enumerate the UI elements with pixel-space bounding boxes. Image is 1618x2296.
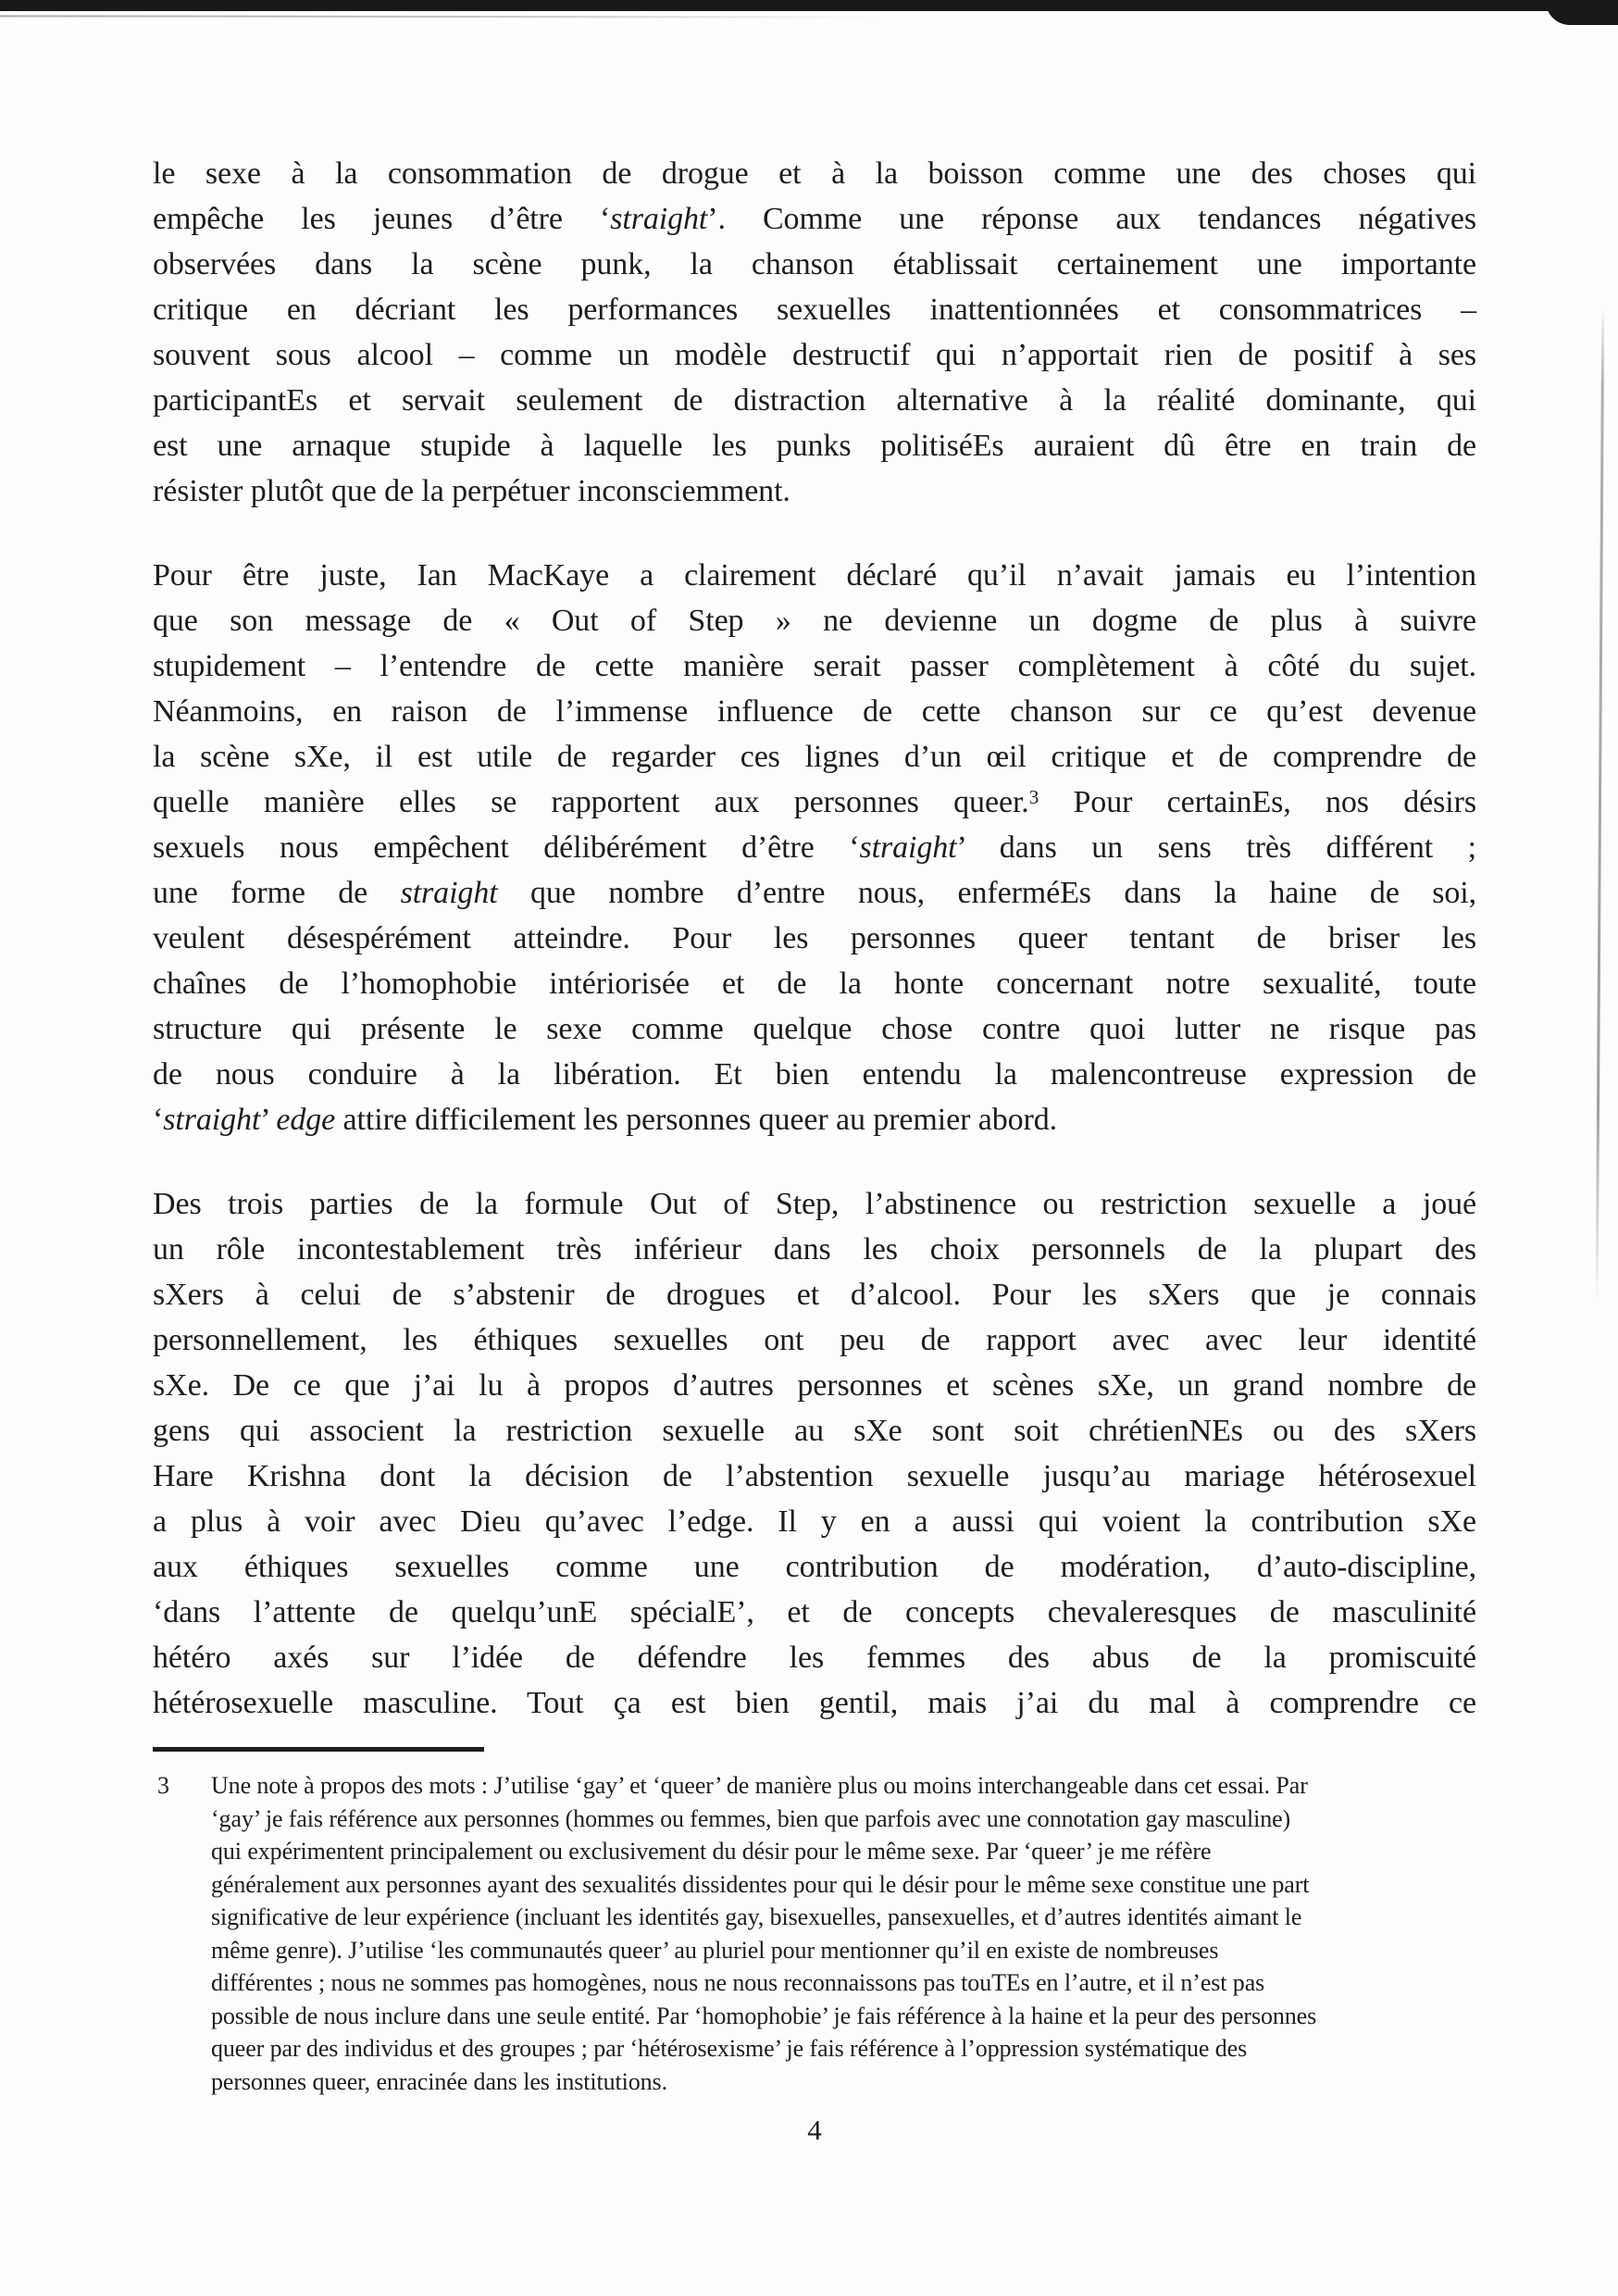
text-line: ‘straight’ edge attire difficilement les personnes queer au premier abord. (153, 1103, 1058, 1137)
footnote-line: généralement aux personnes ayant des sexualités dissidentes pour qui le désir pour le même sexe constitue une part (211, 1870, 1310, 1898)
text-line: quelle manière elles se rapportent aux personnes queer.$^3$ Pour certainEs, nos désirs (153, 785, 1476, 819)
text-line: chaînes de l’homophobie intériorisée et de la honte concernant notre sexualité, toute (153, 967, 1476, 1001)
text-line: la scène sXe, il est utile de regarder ces lignes d’un œil critique et de comprendre de (153, 740, 1476, 774)
text-line: empêche les jeunes d’être ‘straight’. Comme une réponse aux tendances négatives (153, 202, 1476, 236)
text-line: critique en décriant les performances sexuelles inattentionnées et consommatrices – (153, 293, 1476, 327)
text-line: Néanmoins, en raison de l’immense influence de cette chanson sur ce qu’est devenue (153, 694, 1476, 729)
text-line: observées dans la scène punk, la chanson établissait certainement une importante (153, 247, 1476, 281)
text-line: de nous conduire à la libération. Et bien entendu la malencontreuse expression de (153, 1057, 1476, 1092)
text-line: résister plutôt que de la perpétuer inconsciemment. (153, 474, 790, 508)
text-line: personnellement, les éthiques sexuelles ont peu de rapport avec avec leur identité (153, 1323, 1476, 1357)
text-line: sexuels nous empêchent délibérément d’être ‘straight’ dans un sens très différent ; (153, 830, 1476, 865)
text-line: veulent désespérément atteindre. Pour les personnes queer tentant de briser les (153, 921, 1476, 955)
text-line: structure qui présente le sexe comme quelque chose contre quoi lutter ne risque pas (153, 1012, 1476, 1046)
footnote-line: queer par des individus et des groupes ; par ‘hétérosexisme’ je fais référence à l’oppression systématique des (211, 2035, 1248, 2062)
paragraph (153, 553, 1476, 1142)
footnote-line: personnes queer, enracinée dans les institutions. (211, 2067, 667, 2095)
text-line: ‘dans l’attente de quelqu’unE spécialE’, et de concepts chevaleresques de masculinité (153, 1595, 1476, 1629)
footnote-text (211, 1769, 1476, 2098)
text-line: Hare Krishna dont la décision de l’abstention sexuelle jusqu’au mariage hétérosexuel (153, 1459, 1476, 1493)
footnote-line: Une note à propos des mots : J’utilise ‘gay’ et ‘queer’ de manière plus ou moins interchangeable dans cet essai. Par (211, 1772, 1308, 1799)
text-line: est une arnaque stupide à laquelle les punks politiséEs auraient dû être en train de (153, 429, 1476, 463)
text-line: participantEs et servait seulement de distraction alternative à la réalité dominante, qui (153, 383, 1476, 418)
footnote-line: significative de leur expérience (incluant les identités gay, bisexuelles, pansexuelles, et d’autres identités aimant le (211, 1903, 1302, 1930)
footnote-line: qui expérimentent principalement ou exclusivement du désir pour le même sexe. Par ‘queer’ je me réfère (211, 1838, 1212, 1865)
scan-streak-artifact (0, 15, 889, 18)
text-line: une forme de straight que nombre d’entre nous, enferméEs dans la haine de soi, (153, 876, 1476, 910)
text-line: sXers à celui de s’abstenir de drogues et d’alcool. Pour les sXers que je connais (153, 1278, 1476, 1312)
text-line: que son message de « Out of Step » ne devienne un dogme de plus à suivre (153, 604, 1476, 638)
scan-top-bar-droop-artifact (1546, 0, 1618, 25)
paragraph (153, 151, 1476, 514)
text-line: hétéro axés sur l’idée de défendre les femmes des abus de la promiscuité (153, 1641, 1476, 1675)
text-line: un rôle incontestablement très inférieur dans les choix personnels de la plupart des (153, 1232, 1476, 1267)
footnote-line: ‘gay’ je fais référence aux personnes (hommes ou femmes, bien que parfois avec une connotation gay masculine) (211, 1804, 1291, 1832)
text-line: aux éthiques sexuelles comme une contribution de modération, d’auto-discipline, (153, 1550, 1476, 1584)
text-line: a plus à voir avec Dieu qu’avec l’edge. Il y en a aussi qui voient la contribution sXe (153, 1504, 1476, 1539)
text-line: gens qui associent la restriction sexuelle au sXe sont soit chrétienNEs ou des sXers (153, 1414, 1476, 1448)
scan-edge-line-artifact (1596, 306, 1605, 1305)
footnote-marker: 3 (157, 1772, 169, 1799)
text-line: sXe. De ce que j’ai lu à propos d’autres personnes et scènes sXe, un grand nombre de (153, 1368, 1476, 1403)
text-line: hétérosexuelle masculine. Tout ça est bien gentil, mais j’ai du mal à comprendre ce (153, 1686, 1476, 1720)
text-line: souvent sous alcool – comme un modèle destructif qui n’apportait rien de positif à ses (153, 338, 1476, 372)
paragraph (153, 1181, 1476, 1726)
footnote-line: même genre). J’utilise ‘les communautés queer’ au pluriel pour mentionner qu’il en existe de nombreuses (211, 1936, 1219, 1964)
text-line: le sexe à la consommation de drogue et à la boisson comme une des choses qui (153, 156, 1476, 191)
page-body (153, 151, 1476, 1726)
footnote (153, 1769, 1476, 2098)
text-line: Des trois parties de la formule Out of Step, l’abstinence ou restriction sexuelle a joué (153, 1187, 1476, 1221)
text-line: Pour être juste, Ian MacKaye a clairement déclaré qu’il n’avait jamais eu l’intention (153, 558, 1476, 593)
scan-top-bar-artifact (0, 0, 1618, 11)
text-line: stupidement – l’entendre de cette manière serait passer complètement à côté du sujet. (153, 649, 1476, 683)
footnote-rule (153, 1747, 484, 1752)
page-number: 4 (807, 2114, 822, 2146)
footnote-line: différentes ; nous ne sommes pas homogènes, nous ne nous reconnaissons pas touTEs en l’autre, et il n’est pas (211, 1969, 1265, 1996)
footnote-line: possible de nous inclure dans une seule entité. Par ‘homophobie’ je fais référence à la haine et la peur des personnes (211, 2002, 1317, 2029)
